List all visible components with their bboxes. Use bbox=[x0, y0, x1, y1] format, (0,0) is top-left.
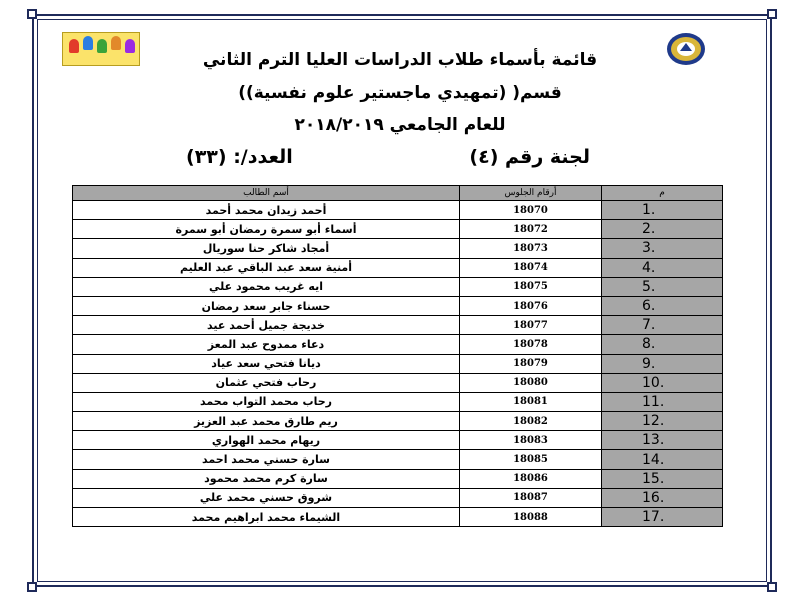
figure-orange bbox=[111, 36, 121, 50]
serial-number bbox=[602, 508, 723, 527]
table-row bbox=[73, 277, 723, 296]
seat-number: 18083 bbox=[460, 431, 602, 450]
serial-number bbox=[602, 335, 723, 354]
seat-number: 18075 bbox=[460, 277, 602, 296]
student-name: سارة حسني محمد احمد bbox=[73, 450, 460, 469]
table-row bbox=[73, 431, 723, 450]
table-row bbox=[73, 354, 723, 373]
student-name: سارة كرم محمد محمود bbox=[73, 469, 460, 488]
student-name: الشيماء محمد ابراهيم محمد bbox=[73, 508, 460, 527]
table-row bbox=[73, 316, 723, 335]
border-corner bbox=[767, 582, 777, 592]
seat-number: 18081 bbox=[460, 392, 602, 411]
figure-blue bbox=[83, 36, 93, 50]
student-count: العدد/: (٣٣) bbox=[186, 146, 293, 168]
student-name: رحاب محمد التواب محمد bbox=[73, 392, 460, 411]
student-name: ريهام محمد الهواري bbox=[73, 431, 460, 450]
document-title: قائمة بأسماء طلاب الدراسات العليا الترم الثاني bbox=[202, 50, 598, 70]
table-row bbox=[73, 412, 723, 431]
table-row bbox=[73, 508, 723, 527]
table-row bbox=[73, 469, 723, 488]
student-name: أحمد زيدان محمد أحمد bbox=[73, 201, 460, 220]
header-seat-number: أرقام الجلوس bbox=[460, 186, 602, 201]
student-name: حسناء جابر سعد رمضان bbox=[73, 296, 460, 315]
serial-number-text: 4. bbox=[642, 259, 656, 276]
border-corner bbox=[27, 9, 37, 19]
table-row bbox=[73, 220, 723, 239]
serial-number bbox=[602, 316, 723, 335]
seat-number: 18079 bbox=[460, 354, 602, 373]
serial-number bbox=[602, 488, 723, 507]
table-row bbox=[73, 296, 723, 315]
serial-number bbox=[602, 277, 723, 296]
seat-number: 18082 bbox=[460, 412, 602, 431]
serial-number-text: 12. bbox=[642, 413, 665, 430]
serial-number-text: 1. bbox=[642, 202, 656, 219]
header-student-name: أسم الطالب bbox=[73, 186, 460, 201]
table-row bbox=[73, 392, 723, 411]
table-row bbox=[73, 258, 723, 277]
department-title: قسم( (تمهيدي ماجستير علوم نفسية)) bbox=[238, 83, 562, 103]
student-name: رحاب فتحي عثمان bbox=[73, 373, 460, 392]
student-name: شروق حسني محمد علي bbox=[73, 488, 460, 507]
seat-number: 18080 bbox=[460, 373, 602, 392]
serial-number bbox=[602, 258, 723, 277]
academic-year: للعام الجامعي ٢٠١٨/٢٠١٩ bbox=[294, 115, 506, 135]
student-name: دعاء ممدوح عبد المعز bbox=[73, 335, 460, 354]
header-serial: م bbox=[602, 186, 723, 201]
serial-number bbox=[602, 373, 723, 392]
serial-number bbox=[602, 431, 723, 450]
serial-number-text: 16. bbox=[642, 489, 665, 506]
serial-number-text: 3. bbox=[642, 240, 656, 257]
seat-number: 18078 bbox=[460, 335, 602, 354]
serial-number-text: 13. bbox=[642, 432, 665, 449]
border-corner bbox=[767, 9, 777, 19]
table-row bbox=[73, 201, 723, 220]
serial-number bbox=[602, 354, 723, 373]
serial-number-text: 6. bbox=[642, 298, 656, 315]
seat-number: 18086 bbox=[460, 469, 602, 488]
seat-number: 18073 bbox=[460, 239, 602, 258]
student-name: أسماء أبو سمرة رمضان أبو سمرة bbox=[73, 220, 460, 239]
border-corner bbox=[27, 582, 37, 592]
serial-number-text: 11. bbox=[642, 393, 665, 410]
student-name: ايه غريب محمود علي bbox=[73, 277, 460, 296]
students-table bbox=[72, 185, 723, 527]
serial-number bbox=[602, 201, 723, 220]
table-row bbox=[73, 450, 723, 469]
student-name: ديانا فتحي سعد عياد bbox=[73, 354, 460, 373]
serial-number bbox=[602, 220, 723, 239]
figure-red bbox=[69, 39, 79, 53]
seat-number: 18074 bbox=[460, 258, 602, 277]
seat-number: 18077 bbox=[460, 316, 602, 335]
table-row bbox=[73, 239, 723, 258]
serial-number-text: 10. bbox=[642, 374, 665, 391]
serial-number-text: 2. bbox=[642, 221, 656, 238]
seat-number: 18070 bbox=[460, 201, 602, 220]
seat-number: 18076 bbox=[460, 296, 602, 315]
table-row bbox=[73, 488, 723, 507]
committee-number: لجنة رقم (٤) bbox=[469, 146, 590, 168]
serial-number-text: 9. bbox=[642, 355, 656, 372]
student-name: أمنية سعد عبد الباقي عبد العليم bbox=[73, 258, 460, 277]
serial-number-text: 5. bbox=[642, 278, 656, 295]
serial-number bbox=[602, 412, 723, 431]
seat-number: 18087 bbox=[460, 488, 602, 507]
serial-number bbox=[602, 296, 723, 315]
serial-number bbox=[602, 392, 723, 411]
serial-number-text: 14. bbox=[642, 451, 665, 468]
seat-number: 18088 bbox=[460, 508, 602, 527]
serial-number bbox=[602, 450, 723, 469]
table-row bbox=[73, 373, 723, 392]
student-name: خديجة جميل أحمد عيد bbox=[73, 316, 460, 335]
serial-number-text: 7. bbox=[642, 317, 656, 334]
table-row bbox=[73, 335, 723, 354]
serial-number-text: 17. bbox=[642, 509, 665, 526]
student-name: أمجاد شاكر حنا سوريال bbox=[73, 239, 460, 258]
serial-number-text: 8. bbox=[642, 336, 656, 353]
seat-number: 18085 bbox=[460, 450, 602, 469]
serial-number bbox=[602, 469, 723, 488]
student-name: ريم طارق محمد عبد العزيز bbox=[73, 412, 460, 431]
table-header-row bbox=[73, 186, 723, 201]
serial-number-text: 15. bbox=[642, 470, 665, 487]
seat-number: 18072 bbox=[460, 220, 602, 239]
serial-number bbox=[602, 239, 723, 258]
